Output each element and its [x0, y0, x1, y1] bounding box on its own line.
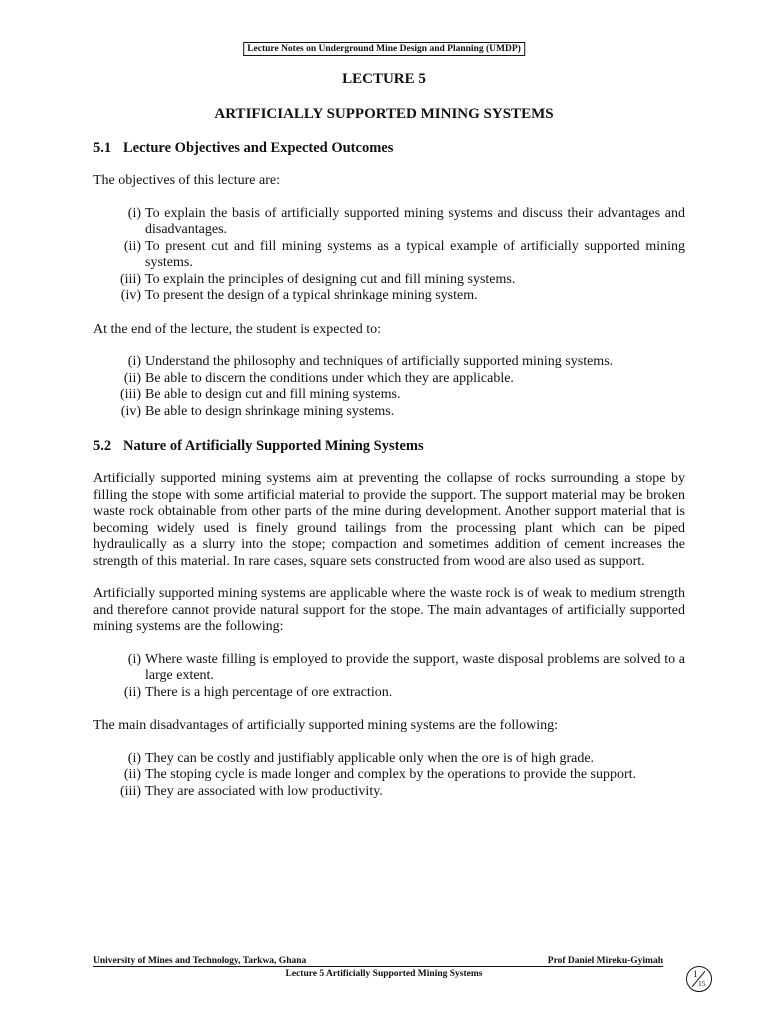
list-text: Be able to discern the conditions under which they are applicable.: [145, 370, 514, 386]
list-item: [93, 685, 685, 702]
list-text: Be able to design cut and fill mining systems.: [145, 387, 401, 402]
list-marker: (iv): [120, 288, 141, 303]
list-item: [93, 272, 685, 289]
outcomes-list: [93, 354, 685, 420]
list-item: [93, 387, 685, 404]
disadvantages-list: [93, 751, 685, 801]
list-item: [93, 652, 685, 685]
list-marker: (i): [127, 205, 141, 221]
footer-divider: [93, 966, 663, 967]
list-marker: (i): [127, 354, 141, 369]
list-text: Understand the philosophy and techniques of artificially supported mining systems.: [145, 354, 614, 369]
list-text: They can be costly and justifiably applicable only when the ore is of high grade.: [145, 750, 595, 766]
list-item: [93, 404, 685, 421]
list-text: The stoping cycle is made longer and complex by the operations to provide the support.: [145, 767, 637, 782]
list-item: [93, 767, 685, 784]
list-marker: (ii): [123, 767, 141, 782]
list-marker: (i): [127, 750, 141, 766]
document-body: [93, 139, 685, 817]
list-marker: (ii): [123, 684, 141, 700]
list-text: To present cut and fill mining systems as a typical example of artificially supported mining systems.: [145, 238, 685, 270]
disadvantages-intro: The main disadvantages of artificially supported mining systems are the following:: [93, 718, 559, 733]
list-item: [93, 751, 685, 768]
page-number-badge: [686, 966, 712, 992]
objectives-intro: The objectives of this lecture are:: [93, 173, 280, 188]
footer-author: Prof Daniel Mireku-Gyimah: [547, 956, 663, 966]
list-marker: (iii): [120, 387, 141, 402]
lecture-title: ARTIFICIALLY SUPPORTED MINING SYSTEMS: [214, 106, 554, 122]
running-header: Lecture Notes on Underground Mine Design and Planning (UMDP): [243, 42, 525, 56]
outcomes-intro: At the end of the lecture, the student is expected to:: [93, 321, 382, 337]
section-number: 5.2: [93, 438, 112, 454]
list-item: [93, 784, 685, 801]
list-marker: (ii): [123, 238, 141, 254]
list-text: To present the design of a typical shrinkage mining system.: [145, 288, 478, 303]
list-text: Where waste filling is employed to provide the support, waste disposal problems are solved to a large extent.: [145, 651, 685, 683]
list-text: To explain the principles of designing cut and fill mining systems.: [145, 271, 516, 287]
page-total: 15: [698, 979, 706, 988]
list-text: There is a high percentage of ore extraction.: [145, 684, 393, 700]
paragraph-applicability: Artificially supported mining systems are applicable where the waste rock is of weak to medium strength and therefore cannot provide natural support for the stope. The main advantages of artificially supported mining systems are the following:: [93, 586, 685, 634]
footer-institution: University of Mines and Technology, Tarkwa, Ghana: [93, 956, 307, 966]
advantages-list: [93, 652, 685, 702]
list-text: To explain the basis of artificially supported mining systems and discuss their advantages and disadvantages.: [145, 205, 685, 237]
paragraph-nature: Artificially supported mining systems aim at preventing the collapse of rocks surrounding a stope by filling the stope with some artificial material to provide the support. The support material may be broken waste rock obtainable from other parts of the mine during development. Another support material that is becoming widely used is finely ground tailings from the processing plant which can be piped hydraulically as a slurry into the stope; compaction and sometimes addition of cement increases the strength of this material. In rare cases, square sets constructed from wood are also used as support.: [93, 471, 685, 569]
list-item: [93, 354, 685, 371]
list-marker: (iii): [120, 783, 141, 799]
list-marker: (iv): [120, 403, 141, 419]
section-heading-5-2: [93, 437, 685, 455]
list-item: [93, 371, 685, 388]
page-current: 1: [693, 969, 698, 979]
list-marker: (ii): [123, 370, 141, 386]
list-item: [93, 288, 685, 305]
list-text: Be able to design shrinkage mining systems.: [145, 403, 395, 419]
list-marker: (i): [127, 651, 141, 667]
list-marker: (iii): [120, 271, 141, 287]
section-number: 5.1: [93, 140, 112, 156]
list-text: They are associated with low productivity.: [145, 783, 383, 799]
objectives-list: [93, 206, 685, 305]
lecture-number: LECTURE 5: [342, 71, 426, 87]
section-title: Nature of Artificially Supported Mining Systems: [123, 438, 424, 454]
list-item: [93, 239, 685, 272]
list-item: [93, 206, 685, 239]
section-title: Lecture Objectives and Expected Outcomes: [123, 140, 394, 156]
section-heading-5-1: [93, 139, 685, 157]
footer-lecture-title: Lecture 5 Artificially Supported Mining Systems: [285, 969, 483, 979]
